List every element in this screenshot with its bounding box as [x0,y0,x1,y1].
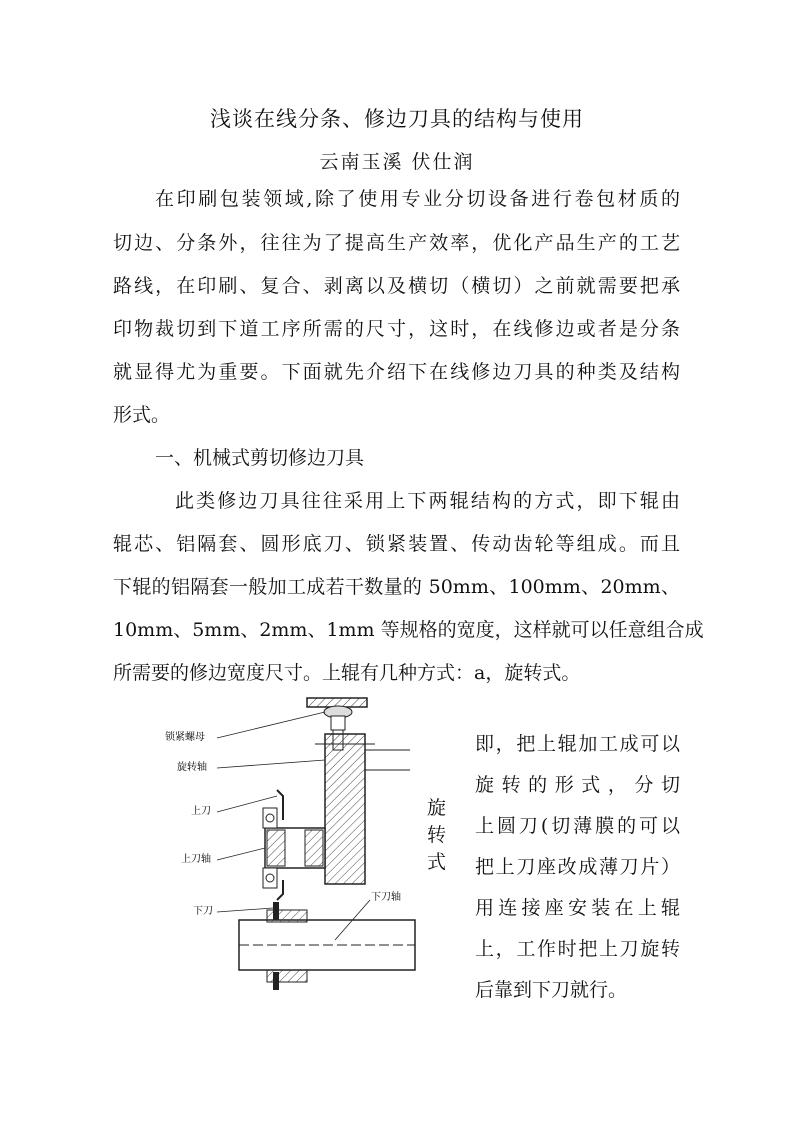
figure-caption-vertical: 旋 转 式 [427,797,447,873]
lower-knife-shape [273,902,279,920]
side-text-line: 即，把上辊加工成可以 [475,733,680,755]
label-lower-knife-shaft: 下刀轴 [371,892,401,903]
label-rotating-shaft: 旋转轴 [177,762,207,773]
paragraph-1-line: 在印刷包装领域,除了使用专业分切设备进行卷包材质的 [155,188,680,210]
paragraph-1-line: 印物裁切到下道工序所需的尺寸，这时，在线修边或者是分条 [113,318,680,340]
side-text-line: 上，工作时把上刀旋转 [475,938,680,960]
paragraph-2-line: 下辊的铝隔套一般加工成若干数量的 50mm、100mm、20mm、 [113,576,680,598]
author-line: 云南玉溪 伏仕润 [319,151,475,173]
paragraph-1-line: 切边、分条外，往往为了提高生产效率，优化产品生产的工艺 [113,232,680,254]
paragraph-2-line: 所需要的修边宽度尺寸。上辊有几种方式：a，旋转式。 [113,662,581,684]
section-heading: 一、机械式剪切修边刀具 [155,447,365,469]
paragraph-1-line: 形式。 [113,404,171,426]
paragraph-1-line: 就显得尤为重要。下面就先介绍下在线修边刀具的种类及结构 [113,361,680,383]
paragraph-2-line: 此类修边刀具往往采用上下两辊结构的方式，即下辊由 [175,490,680,512]
side-text-line: 把上刀座改成薄刀片） [475,856,680,878]
side-text-line: 旋 转 的 形 式 ， 分 切 [475,774,680,796]
document-title: 浅谈在线分条、修边刀具的结构与使用 [210,107,584,131]
rotating-shaft-body [325,734,365,884]
paragraph-2-line: 10mm、5mm、2mm、1mm 等规格的宽度，这样就可以任意组合成 [113,619,704,641]
label-upper-knife: 上刀 [191,806,211,817]
rotary-knife-diagram [155,690,425,995]
upper-knife-shape [277,790,283,820]
label-upper-knife-shaft: 上刀轴 [181,854,211,865]
side-text-line: 上圆刀(切薄膜的可以 [475,815,680,837]
side-text-line: 后靠到下刀就行。 [475,979,628,1001]
paragraph-2-line: 辊芯、铝隔套、圆形底刀、锁紧装置、传动齿轮等组成。而且 [113,533,680,555]
label-lower-knife: 下刀 [193,906,213,917]
paragraph-1-line: 路线，在印刷、复合、剥离以及横切（横切）之前就需要把承 [113,275,680,297]
side-text-line: 用连接座安装在上辊 [475,897,680,919]
label-lock-nut: 锁紧螺母 [165,732,205,743]
